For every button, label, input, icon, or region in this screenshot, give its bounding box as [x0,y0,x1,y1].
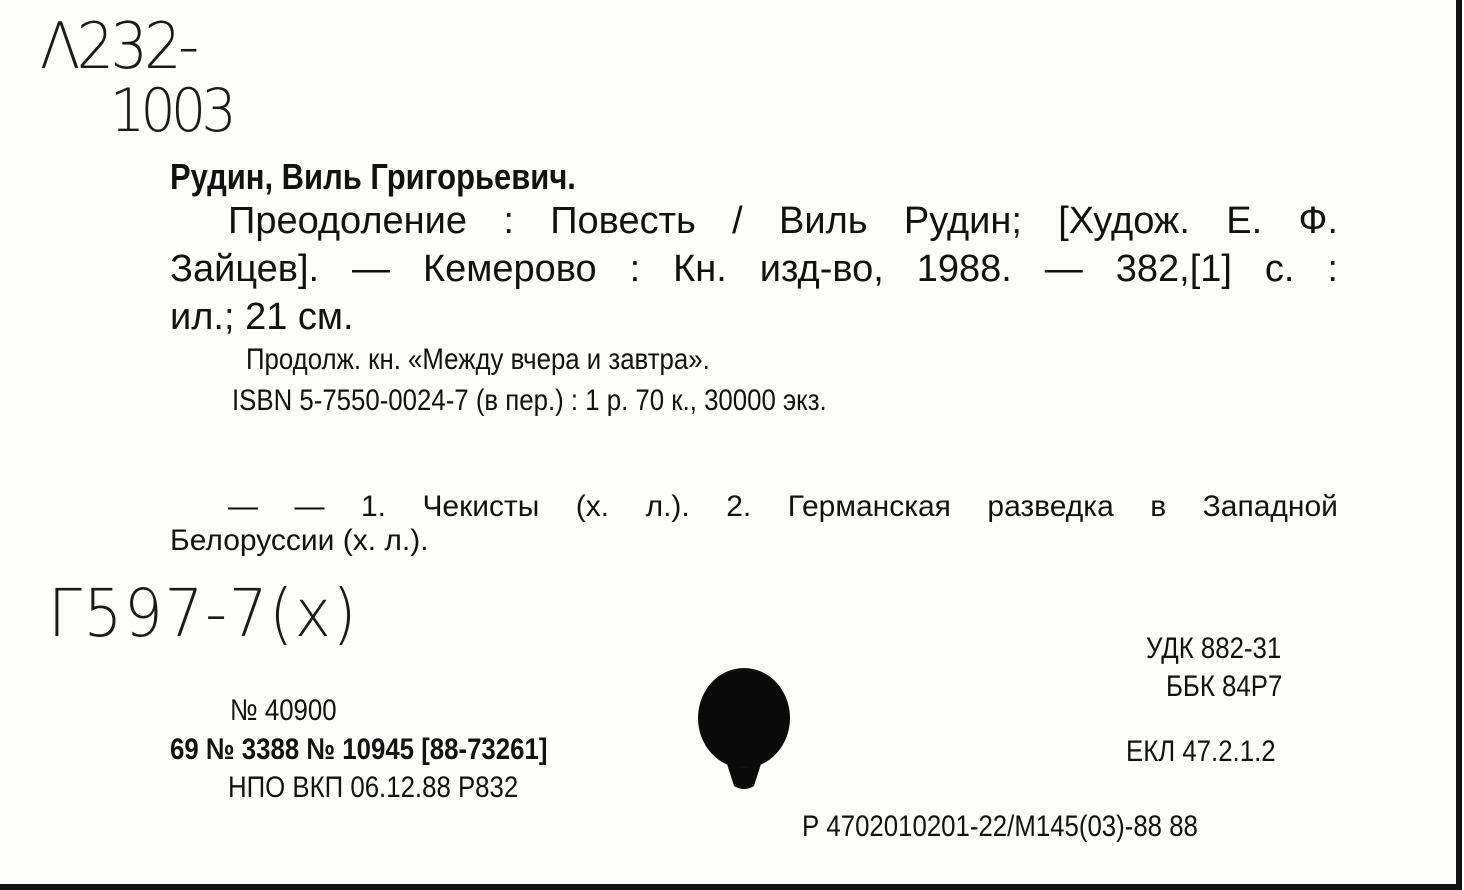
printing-info: НПО ВКП 06.12.88 Р832 [228,771,519,804]
handwritten-code-top: Λ232- [40,10,196,84]
classification-code: Р 4702010201-22/М145(03)-88 88 [802,810,1198,843]
bbk-code: ББК 84Р7 [1166,670,1283,703]
subjects-line-2: Белоруссии (х. л.). [170,524,429,557]
subjects-line-1: — — 1. Чекисты (х. л.). 2. Германская разведка в Западной [228,490,1338,523]
reference-numbers: 69 № 3388 № 10945 [88-73261] [170,733,548,766]
author-heading: Рудин, Виль Григорьевич. [170,156,576,197]
title-line-2: Зайцев]. — Кемерово : Кн. изд-во, 1988. — 382,[1] с. : [170,248,1338,290]
isbn-line: ISBN 5-7550-0024-7 (в пер.) : 1 р. 70 к., 30000 экз. [232,384,827,417]
handwritten-code-bottom: 1003 [110,76,233,146]
card-number: № 40900 [230,694,337,727]
handwritten-shelf-mark: Г597-7(x) [48,575,359,652]
title-line-1: Преодоление : Повесть / Виль Рудин; [Худож. Е. Ф. [228,200,1338,242]
title-line-3: ил.; 21 см. [170,296,354,338]
ekl-code: ЕКЛ 47.2.1.2 [1126,735,1276,768]
continuation-note: Продолж. кн. «Между вчера и завтра». [246,343,710,376]
punch-hole [694,668,794,796]
udk-code: УДК 882-31 [1146,632,1282,665]
